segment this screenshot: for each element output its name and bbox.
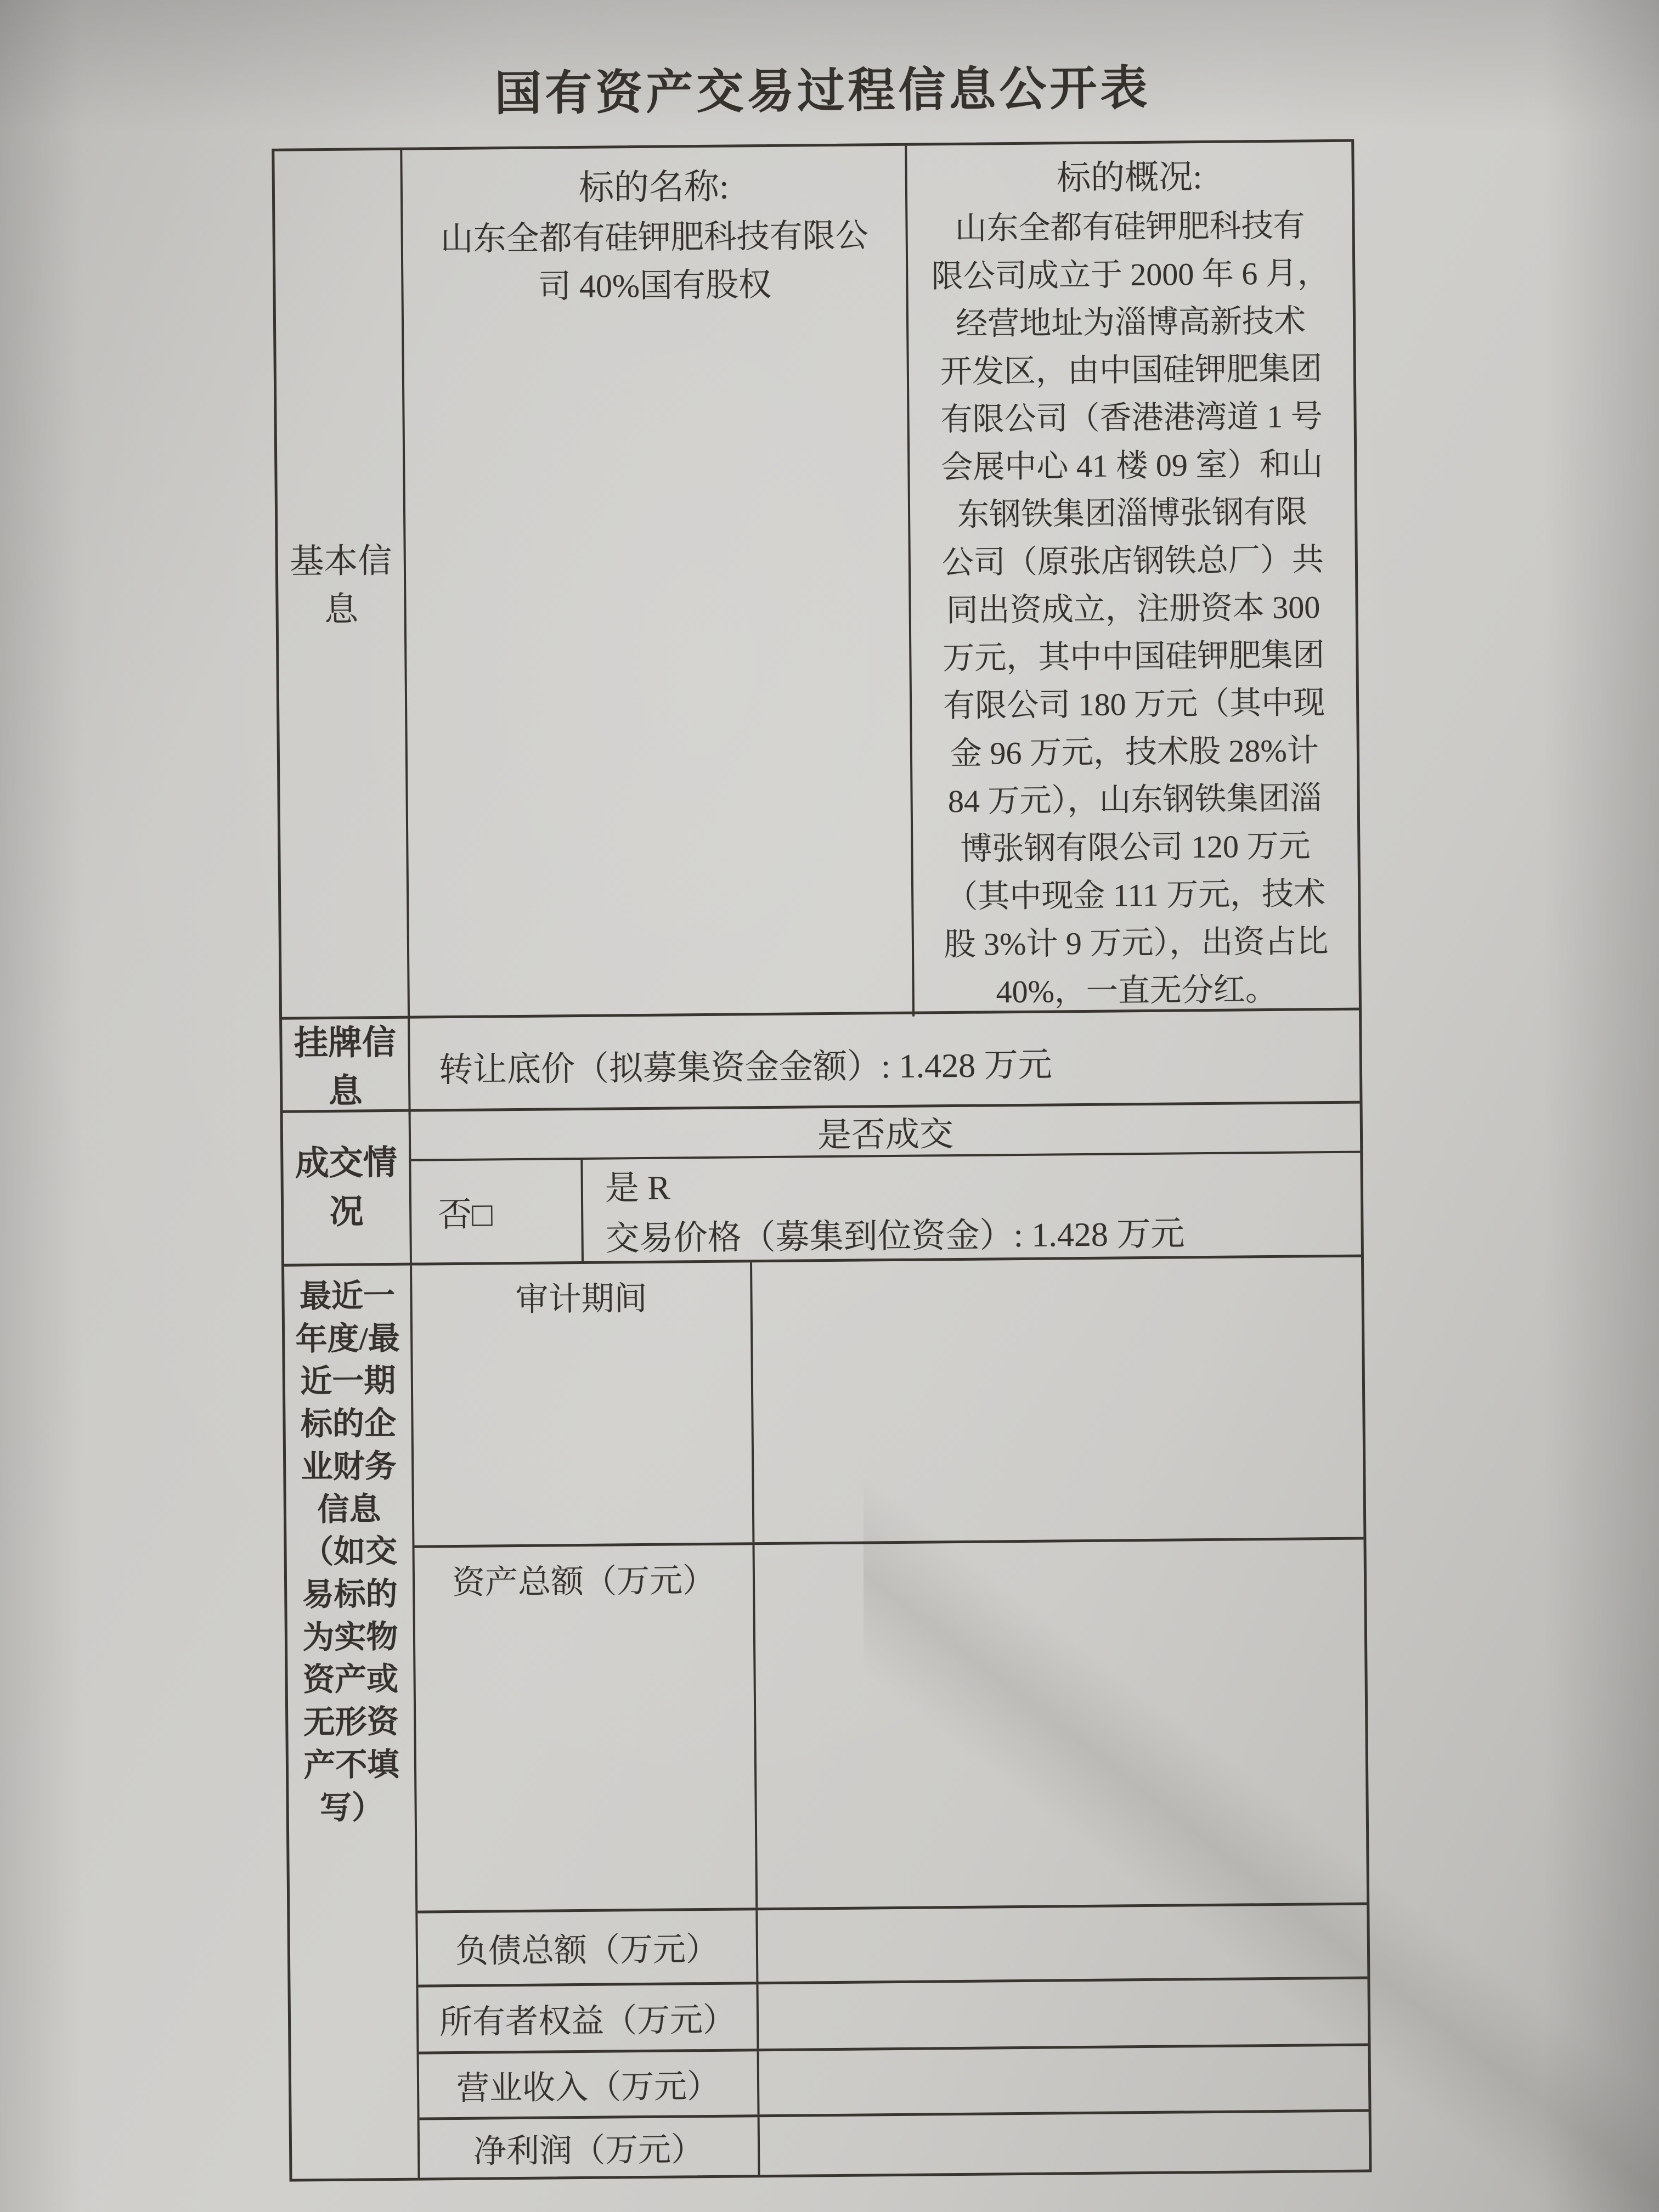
row-listing-info: [282, 1011, 1359, 1113]
deal-option-yes-cell: [583, 1153, 1361, 1261]
row-basic-info: [274, 142, 1359, 1020]
fin-item-label: 所有者权益（万元）: [419, 1984, 759, 2051]
fin-item-value: [760, 2112, 1369, 2175]
target-name-heading: 标的名称:: [578, 167, 730, 207]
deal-option-yes: 是 R: [605, 1169, 670, 1207]
fin-row-total-liabilities: [417, 1905, 1367, 1988]
row-financial-info: [284, 1257, 1369, 2179]
fin-row-net-profit: [420, 2112, 1369, 2178]
target-name-cell: [402, 146, 915, 1021]
deal-header: 是否成交: [411, 1104, 1361, 1161]
listing-price-value: 转让底价（拟募集资金金额）: 1.428 万元: [438, 1046, 1052, 1089]
fin-item-value: [754, 1540, 1367, 1908]
target-name-value: 山东全都有硅钾肥科技有限公 司 40%国有股权: [440, 217, 868, 305]
fin-row-total-assets: [415, 1540, 1367, 1914]
basic-info-label: 基本信 息: [274, 150, 410, 1022]
listing-info-label: 挂牌信 息: [282, 1019, 411, 1116]
financial-grid: [412, 1257, 1369, 2178]
deal-status-label: 成交情 况: [283, 1112, 412, 1264]
fin-item-label: 营业收入（万元）: [419, 2051, 760, 2117]
financial-info-label: 最近一 年度/最 近一期 标的企 业财务 信息 （如交 易标的 为实物 资产或 无形资 产不填 写）: [284, 1266, 420, 2179]
fin-item-label: 净利润（万元）: [420, 2117, 760, 2177]
disclosure-table: [272, 139, 1372, 2182]
fin-row-operating-revenue: [419, 2046, 1369, 2120]
deal-price-line: 交易价格（募集到位资金）: 1.428 万元: [605, 1215, 1185, 1258]
row-deal-status: [283, 1104, 1361, 1267]
target-overview-cell: [907, 142, 1359, 1017]
page-title: 国有资产交易过程信息公开表: [494, 61, 1151, 121]
deal-sub-row: [411, 1153, 1361, 1263]
fin-item-label: 负债总额（万元）: [417, 1910, 758, 1984]
fin-item-label: 审计期间: [412, 1262, 754, 1545]
fin-row-owners-equity: [419, 1979, 1368, 2055]
fin-item-value: [752, 1257, 1363, 1543]
fin-item-value: [759, 2046, 1369, 2115]
fin-item-value: [758, 1905, 1367, 1982]
fin-row-audit-period: [412, 1257, 1363, 1548]
deal-status-body: [411, 1104, 1361, 1263]
fin-item-label: 资产总额（万元）: [415, 1545, 758, 1910]
target-overview-heading: 标的概况:: [1056, 159, 1203, 198]
deal-option-no: 否□: [411, 1160, 584, 1263]
target-overview-body: 山东全都有硅钾肥科技有 限公司成立于 2000 年 6 月， 经营地址为淄博高新技术 开发区，由中国硅钾肥集团 有限公司（香港港湾道 1 号 会展中心 41 楼 09 室）和山 东钢铁集团淄博张钢有限 公司（原张店钢铁总厂）共 同出资成立，注册资本 300 万元，其中中国硅钾肥集团 有限公司 180 万元（其中现 金 96 万元，技术股 28%计 84 万元），山东钢铁集团淄 博张钢有限公司 120 万元 （其中现金 111 万元，技术 股 3%计 9 万元），出资占比 40%，一直无分红。: [931, 207, 1330, 1010]
fin-item-value: [758, 1979, 1368, 2049]
